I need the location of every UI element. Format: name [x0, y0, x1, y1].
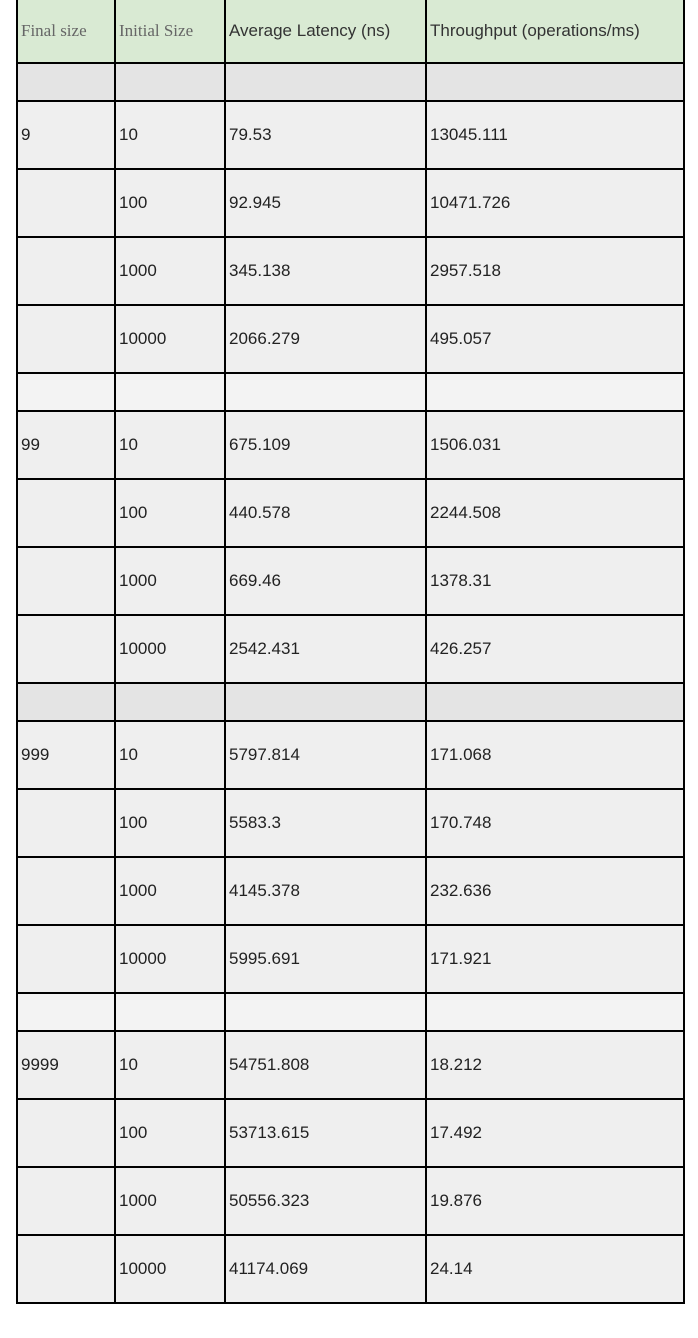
- table-row: [17, 1167, 684, 1235]
- separator-row: [17, 683, 684, 721]
- cell-initial-size: 10: [115, 411, 225, 479]
- table-row: [17, 721, 684, 789]
- cell-latency: 5995.691: [225, 925, 426, 993]
- cell-final-size: [17, 305, 115, 373]
- cell-initial-size: 100: [115, 1099, 225, 1167]
- header-row: [17, 0, 684, 63]
- cell-throughput: 2244.508: [426, 479, 684, 547]
- cell-initial-size: 10000: [115, 305, 225, 373]
- cell-latency: 79.53: [225, 101, 426, 169]
- cell-final-size: [17, 925, 115, 993]
- cell-final-size: [17, 479, 115, 547]
- table-row: [17, 1031, 684, 1099]
- cell-final-size: 999: [17, 721, 115, 789]
- cell-throughput: 1378.31: [426, 547, 684, 615]
- header-average-latency: Average Latency (ns): [225, 0, 426, 63]
- table-row: [17, 925, 684, 993]
- cell-latency: 53713.615: [225, 1099, 426, 1167]
- cell-initial-size: 10: [115, 1031, 225, 1099]
- benchmark-table: [16, 0, 685, 1304]
- cell-throughput: 171.921: [426, 925, 684, 993]
- cell-final-size: 9: [17, 101, 115, 169]
- table-row: [17, 479, 684, 547]
- cell-throughput: 232.636: [426, 857, 684, 925]
- cell-final-size: [17, 547, 115, 615]
- cell-final-size: [17, 615, 115, 683]
- cell-throughput: 10471.726: [426, 169, 684, 237]
- cell-throughput: 2957.518: [426, 237, 684, 305]
- cell-final-size: [17, 857, 115, 925]
- cell-throughput: 171.068: [426, 721, 684, 789]
- cell-initial-size: 100: [115, 169, 225, 237]
- cell-latency: 5797.814: [225, 721, 426, 789]
- separator-row: [17, 993, 684, 1031]
- table-row: [17, 305, 684, 373]
- separator-row: [17, 63, 684, 101]
- header-initial-size: Initial Size: [115, 0, 225, 63]
- cell-latency: 54751.808: [225, 1031, 426, 1099]
- cell-final-size: [17, 1235, 115, 1303]
- cell-latency: 669.46: [225, 547, 426, 615]
- table-row: [17, 101, 684, 169]
- cell-final-size: [17, 237, 115, 305]
- table-row: [17, 169, 684, 237]
- cell-initial-size: 10000: [115, 615, 225, 683]
- cell-initial-size: 1000: [115, 547, 225, 615]
- cell-throughput: 170.748: [426, 789, 684, 857]
- table-row: [17, 789, 684, 857]
- table-row: [17, 857, 684, 925]
- cell-throughput: 24.14: [426, 1235, 684, 1303]
- cell-initial-size: 10000: [115, 925, 225, 993]
- cell-initial-size: 1000: [115, 1167, 225, 1235]
- separator-row: [17, 373, 684, 411]
- cell-latency: 675.109: [225, 411, 426, 479]
- cell-final-size: [17, 1167, 115, 1235]
- cell-final-size: [17, 1099, 115, 1167]
- cell-final-size: 9999: [17, 1031, 115, 1099]
- cell-throughput: 426.257: [426, 615, 684, 683]
- cell-latency: 2542.431: [225, 615, 426, 683]
- cell-latency: 345.138: [225, 237, 426, 305]
- cell-latency: 41174.069: [225, 1235, 426, 1303]
- table-row: [17, 1099, 684, 1167]
- cell-throughput: 495.057: [426, 305, 684, 373]
- header-throughput: Throughput (operations/ms): [426, 0, 684, 63]
- table-row: [17, 1235, 684, 1303]
- cell-latency: 92.945: [225, 169, 426, 237]
- cell-latency: 440.578: [225, 479, 426, 547]
- cell-latency: 50556.323: [225, 1167, 426, 1235]
- cell-initial-size: 100: [115, 479, 225, 547]
- cell-throughput: 13045.111: [426, 101, 684, 169]
- cell-initial-size: 1000: [115, 857, 225, 925]
- cell-initial-size: 1000: [115, 237, 225, 305]
- table-row: [17, 615, 684, 683]
- cell-final-size: [17, 789, 115, 857]
- cell-throughput: 1506.031: [426, 411, 684, 479]
- cell-final-size: 99: [17, 411, 115, 479]
- cell-initial-size: 10000: [115, 1235, 225, 1303]
- table-row: [17, 237, 684, 305]
- cell-latency: 2066.279: [225, 305, 426, 373]
- header-final-size: Final size: [17, 0, 115, 63]
- cell-initial-size: 10: [115, 721, 225, 789]
- table-row: [17, 547, 684, 615]
- cell-throughput: 18.212: [426, 1031, 684, 1099]
- table-container: [16, 0, 685, 1304]
- cell-latency: 4145.378: [225, 857, 426, 925]
- cell-initial-size: 100: [115, 789, 225, 857]
- cell-throughput: 17.492: [426, 1099, 684, 1167]
- table-row: [17, 411, 684, 479]
- cell-final-size: [17, 169, 115, 237]
- cell-throughput: 19.876: [426, 1167, 684, 1235]
- cell-initial-size: 10: [115, 101, 225, 169]
- cell-latency: 5583.3: [225, 789, 426, 857]
